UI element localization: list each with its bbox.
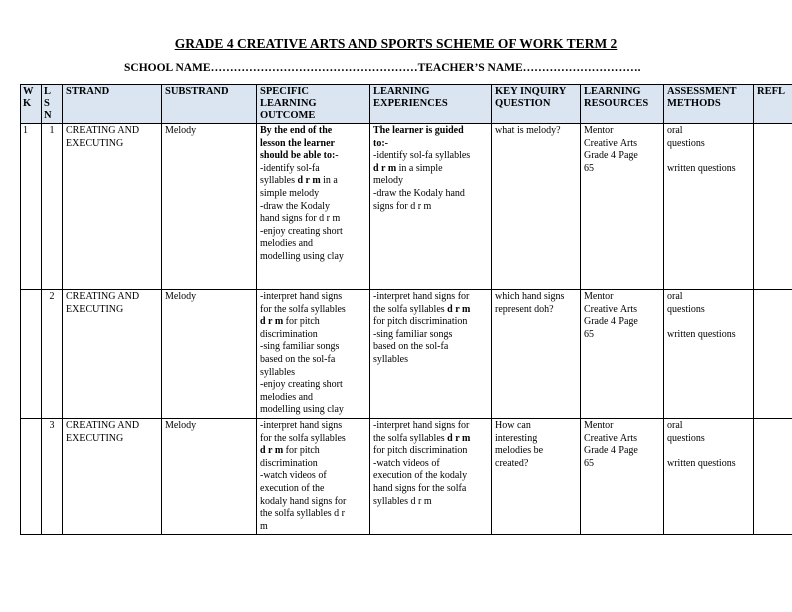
resources-cell: Mentor Creative Arts Grade 4 Page 65 (581, 418, 664, 534)
assessment-cell: oral questions written questions (664, 418, 754, 534)
substrand-cell: Melody (162, 418, 257, 534)
header-specific-learning-outcome: SPECIFIC LEARNING OUTCOME (257, 85, 370, 124)
resources-cell: Mentor Creative Arts Grade 4 Page 65 (581, 124, 664, 290)
experiences-cell: The learner is guided to:- -identify sol-fa syllables d r m in a simple melody -draw the Kodaly hand signs for d r m (370, 124, 492, 290)
lesson-cell: 2 (42, 290, 63, 419)
scheme-of-work-table (20, 84, 792, 535)
reflection-cell (754, 290, 792, 419)
header-substrand: SUBSTRAND (162, 85, 257, 124)
lesson-cell: 3 (42, 418, 63, 534)
substrand-cell: Melody (162, 290, 257, 419)
week-cell: 1 (21, 124, 42, 290)
header-lesson: L S N (42, 85, 63, 124)
table-row (21, 418, 792, 534)
strand-cell: CREATING AND EXECUTING (63, 418, 162, 534)
header-assessment-methods: ASSESSMENT METHODS (664, 85, 754, 124)
substrand-cell: Melody (162, 124, 257, 290)
table-row (21, 290, 792, 419)
document-title: GRADE 4 CREATIVE ARTS AND SPORTS SCHEME OF WORK TERM 2 (174, 36, 618, 51)
outcome-cell: -interpret hand signs for the solfa syllables d r m for pitch discrimination -sing familiar songs based on the sol-fa syllables -enjoy creating short melodies and modelling using clay (257, 290, 370, 419)
outcome-cell: -interpret hand signs for the solfa syllables d r m for pitch discrimination -watch videos of execution of the kodaly hand signs for the solfa syllables d r m (257, 418, 370, 534)
reflection-cell (754, 418, 792, 534)
experiences-cell: -interpret hand signs for the solfa syllables d r m for pitch discrimination -watch videos of execution of the kodaly hand signs for the solfa syllables d r m (370, 418, 492, 534)
inquiry-cell: what is melody? (492, 124, 581, 290)
strand-cell: CREATING AND EXECUTING (63, 124, 162, 290)
inquiry-cell: which hand signs represent doh? (492, 290, 581, 419)
inquiry-cell: How can interesting melodies be created? (492, 418, 581, 534)
week-cell (21, 418, 42, 534)
header-reflection: REFL (754, 85, 792, 124)
header-row (21, 85, 792, 124)
week-cell (21, 290, 42, 419)
lesson-cell: 1 (42, 124, 63, 290)
header-learning-experiences: LEARNING EXPERIENCES (370, 85, 492, 124)
experiences-cell: -interpret hand signs for the solfa syllables d r m for pitch discrimination -sing familiar songs based on the sol-fa syllables (370, 290, 492, 419)
school-teacher-line: SCHOOL NAME………………………………………………TEACHER’S NAME…………………………. (124, 62, 641, 74)
header-learning-resources: LEARNING RESOURCES (581, 85, 664, 124)
header-strand: STRAND (63, 85, 162, 124)
resources-cell: Mentor Creative Arts Grade 4 Page 65 (581, 290, 664, 419)
strand-cell: CREATING AND EXECUTING (63, 290, 162, 419)
assessment-cell: oral questions written questions (664, 124, 754, 290)
assessment-cell: oral questions written questions (664, 290, 754, 419)
header-week: W K (21, 85, 42, 124)
header-key-inquiry-question: KEY INQUIRY QUESTION (492, 85, 581, 124)
table-row (21, 124, 792, 290)
reflection-cell (754, 124, 792, 290)
outcome-cell: By the end of the lesson the learner should be able to:- -identify sol-fa syllables d r m in a simple melody -draw the Kodaly hand signs for d r m -enjoy creating short melodies and modelling using clay (257, 124, 370, 290)
